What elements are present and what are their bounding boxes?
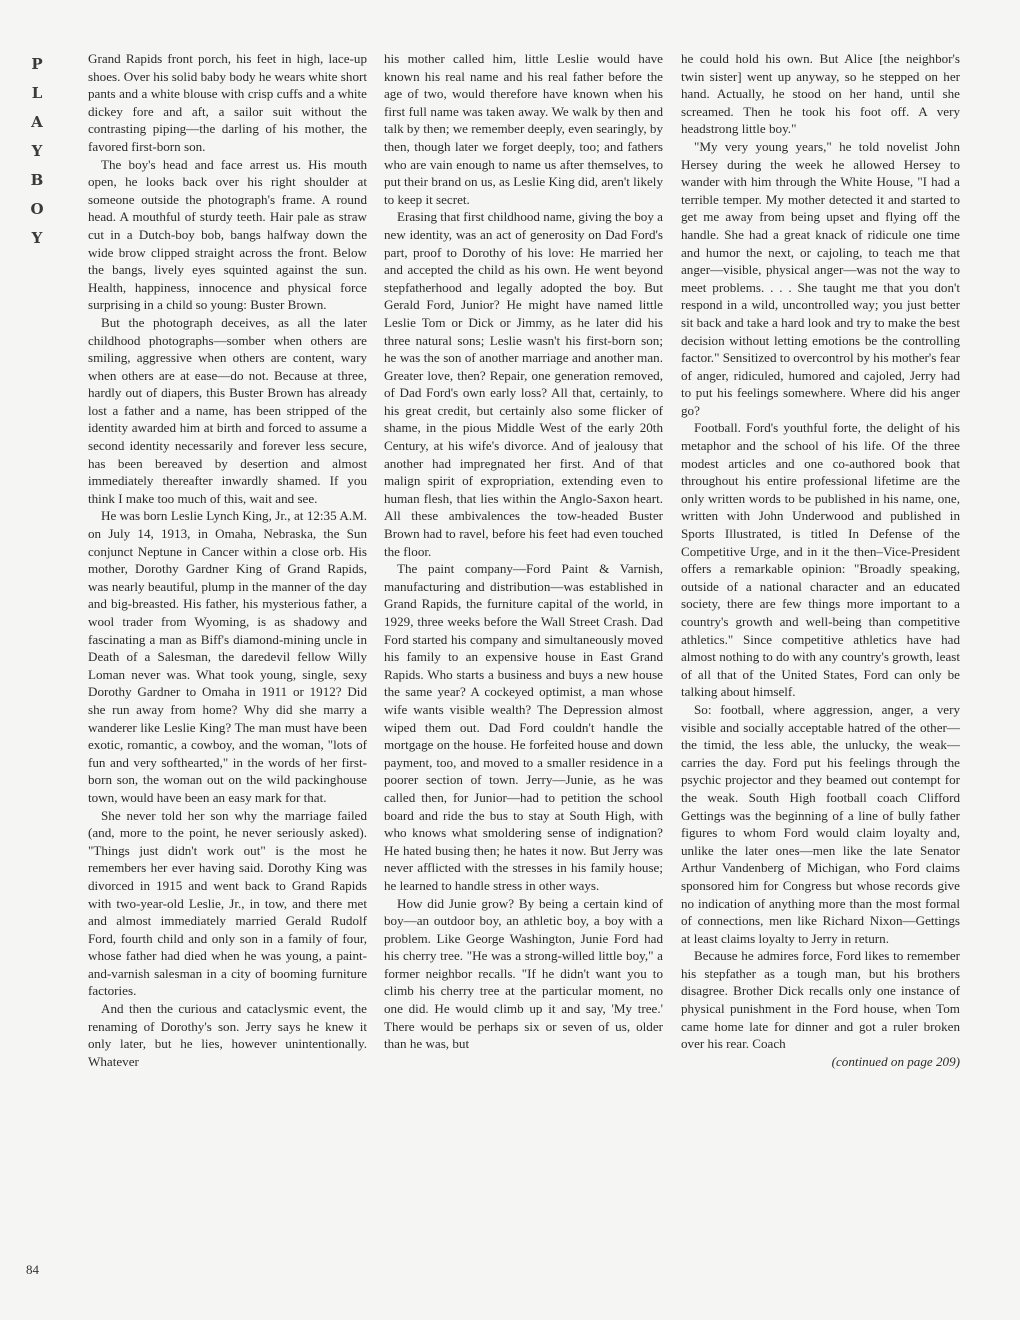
article-column-2 (384, 50, 663, 1053)
article-paragraph: So: football, where aggression, anger, a very visible and socially acceptable hatred of the other—the timid, the less able, the unlucky, the weak—carries the day. Ford put his feelings through the psychic projector and they beamed out contempt for the weak. South High football coach Clifford Gettings was the beginning of a line of bully father figures to whom Ford would claim loyalty and, unlike the later ones—men like the late Senator Arthur Vandenberg of Michigan, who Ford claims sponsored him for Congress but whose records give no indication of anything more than the most formal of connections, men like Richard Nixon—Gettings at least claims loyalty to Jerry in return. (681, 701, 960, 946)
article-paragraph: "My very young years," he told novelist John Hersey during the week he allowed Hersey to wander with him through the White House, "I had a terrible temper. My mother detected it and started to get me away from being upset and flying off the handle. She had a great knack of ridicule one time and humor the next, or cajoling, to teach me that anger—visible, physical anger—was not the way to meet problems. . . . She taught me that you don't respond in a wild, uncontrolled way; you just better sit back and take a hard look and try to make the best decision without letting emotions be the controlling factor." Sensitized to overcontrol by his mother's fear of anger, ridiculed, humored and cajoled, Jerry had to put his feelings somewhere. Where did his anger go? (681, 138, 960, 418)
magazine-name-letter: A (31, 113, 43, 131)
magazine-name-letter: O (30, 200, 44, 218)
article-paragraph: He was born Leslie Lynch King, Jr., at 12:35 A.M. on July 14, 1913, in Omaha, Nebraska, the Sun conjunct Neptune in Cancer within a close orb. His mother, Dorothy Gardner King of Grand Rapids, was nearly beautiful, plump in the manner of the day and big-breasted. His father, his mysterious father, a wool trader from Wyoming, is as shadowy and fascinating a man as Biff's diamond-mining uncle in Death of a Salesman, the daredevil fellow Willy Loman never was. What took young, single, sexy Dorothy Gardner to Omaha in 1911 or 1912? Did she run away from home? Why did she marry a wanderer like Leslie King? The man must have been exotic, romantic, a cowboy, and the woman, "lots of fun and very softhearted," in the words of her first-born son, the woman out on the wild packinghouse town, would have been an easy mark for that. (88, 508, 367, 805)
article-paragraph: Because he admires force, Ford likes to remember his stepfather as a tough man, but his brothers disagree. Brother Dick recalls only one instance of physical punishment in the Ford house, when Tom came home late for dinner and got a ruler broken over his rear. Coach (681, 948, 960, 1052)
article-paragraph: How did Junie grow? By being a certain kind of boy—an outdoor boy, an athletic boy, a boy with a problem. Like George Washington, Junie Ford had his cherry tree. "He was a strong-willed little boy," a former neighbor recalls. "If he didn't want you to climb his cherry tree at the particular moment, no one did. He would climb up it and say, 'My tree.' There would be perhaps six or seven of us, older than he was, but (384, 895, 663, 1052)
article-column-3 (681, 50, 960, 1070)
article-paragraph: Grand Rapids front porch, his feet in high, lace-up shoes. Over his solid baby body he wears white short pants and a white blouse with crisp cuffs and a white dickey fore and aft, a sailor suit without the contrasting piping—the darling of his mother, the favored first-born son. (88, 51, 367, 154)
page-number: 84 (26, 1262, 39, 1277)
magazine-name-vertical (26, 50, 48, 253)
article-paragraph: Football. Ford's youthful forte, the delight of his metaphor and the school of his life. Of the three modest articles and one co-authored book that throughout his entire professional lifetime are the only written words to be published in his name, one, written with John Underwood and published in Sports Illustrated, is titled In Defense of the Competitive Urge, and in it the then–Vice-President offers a remarkable opinion: "Broadly speaking, outside of a national character and an educated society, there are few things more important to a country's growth and well-being than competitive athletics." Since competitive athletics have had almost nothing to do with any country's growth, least of all that of the United States, Ford can only be talking about himself. (681, 420, 960, 700)
magazine-name-letter: Y (31, 142, 43, 160)
article-column-1 (88, 50, 367, 1070)
magazine-name-letter: B (30, 171, 44, 189)
magazine-name-letter: P (31, 55, 43, 73)
continued-note: (continued on page 209) (831, 1053, 960, 1069)
magazine-name-letter: Y (31, 229, 43, 247)
article-paragraph: She never told her son why the marriage failed (and, more to the point, he never seriously asked). "Things just didn't work out" is the most he remembers her ever having said. Dorothy King was divorced in 1915 and went back to Grand Rapids with two-year-old Leslie, Jr., in tow, and there met and almost immediately married Gerald Rudolf Ford, fourth child and only son in a family of four, whose father had died when he was young, a paint-and-varnish salesman in a city of booming furniture factories. (88, 807, 367, 999)
article-paragraph: his mother called him, little Leslie would have known his real name and his real father before the age of two, would therefore have known when his first full name was taken away. We walk by then and talk by then; we remember deeply, even searingly, by then, though later we forget deeply, too; and fathers who are vain enough to name us after themselves, to put their brand on us, as Leslie King did, aren't likely to keep it secret. (384, 51, 663, 207)
article-paragraph: Erasing that first childhood name, giving the boy a new identity, was an act of generosity on Dad Ford's part, proof to Dorothy of his love: He married her and accepted the child as his own. He went beyond stepfatherhood and legally adopted the boy. But Gerald Ford, Junior? He might have named little Leslie Tom or Dick or Jimmy, as he later did his three natural sons; Leslie wasn't his first-born son; he was the son of another marriage and another man. Greater love, then? Repair, one generation removed, of Dad Ford's own early loss? All that, certainly, to his great credit, but certainly also some flicker of shame, in the pious Middle West of the early 20th Century, at his wife's divorce. And of jealousy that another had impregnated her first. And of that malign spirit of expropriation, extending even to human flesh, that lies within the Anglo-Saxon heart. All these ambivalences the tow-headed Buster Brown had to ravel, before his feet had even touched the floor. (384, 209, 663, 559)
magazine-name-letter: L (31, 84, 43, 102)
article-paragraph: The paint company—Ford Paint & Varnish, manufacturing and distribution—was established in Grand Rapids, the furniture capital of the world, in 1929, three weeks before the Wall Street Crash. Dad Ford started his company and simultaneously moved his family to an expensive house in East Grand Rapids. Who starts a business and buys a new house the same year? A cockeyed optimist, a man whose wife wants visible wealth? The Depression almost wiped them out. Dad Ford couldn't handle the mortgage on the house. He forfeited house and down payment, too, and moved to a smaller residence in a poorer section of town. Jerry—Junie, as he was called then, for Junior—had to petition the school board and ride the bus to stay at South High, with who knows what smoldering sense of indignation? He hated busing then; he hates it now. But Jerry was never afflicted with the stresses in his family house; he learned to handle stress in other ways. (384, 561, 663, 893)
article-paragraph: he could hold his own. But Alice [the neighbor's twin sister] went up anyway, so he stepped on her hand. Actually, he stood on her hand, until she screamed. Then he took his foot off. A very headstrong little boy." (681, 51, 960, 137)
article-paragraph: But the photograph deceives, as all the later childhood photographs—somber when others are smiling, aggressive when others are content, wary when others are at ease—do not. Because at three, hardly out of diapers, this Buster Brown has already lost a father and a name, has been stripped of the identity awarded him at birth and forced to assume a second identity necessarily and forever less secure, has been bereaved by desertion and almost immediately thereafter inwardly shamed. If you think I make too much of this, wait and see. (88, 314, 367, 506)
article-paragraph: And then the curious and cataclysmic event, the renaming of Dorothy's son. Jerry says he knew it only later, but he lies, however unintentionally. Whatever (88, 1001, 367, 1069)
article-paragraph: The boy's head and face arrest us. His mouth open, he looks back over his right shoulder at someone outside the photograph's frame. A round head. A mouthful of sturdy teeth. Hair pale as straw cut in a Dutch-boy bob, bangs halfway down the wide brow clipped straight across the front. Below the bangs, lively eyes squinted against the sun. Health, happiness, innocence and physical force surprising in a child so young: Buster Brown. (88, 156, 367, 313)
